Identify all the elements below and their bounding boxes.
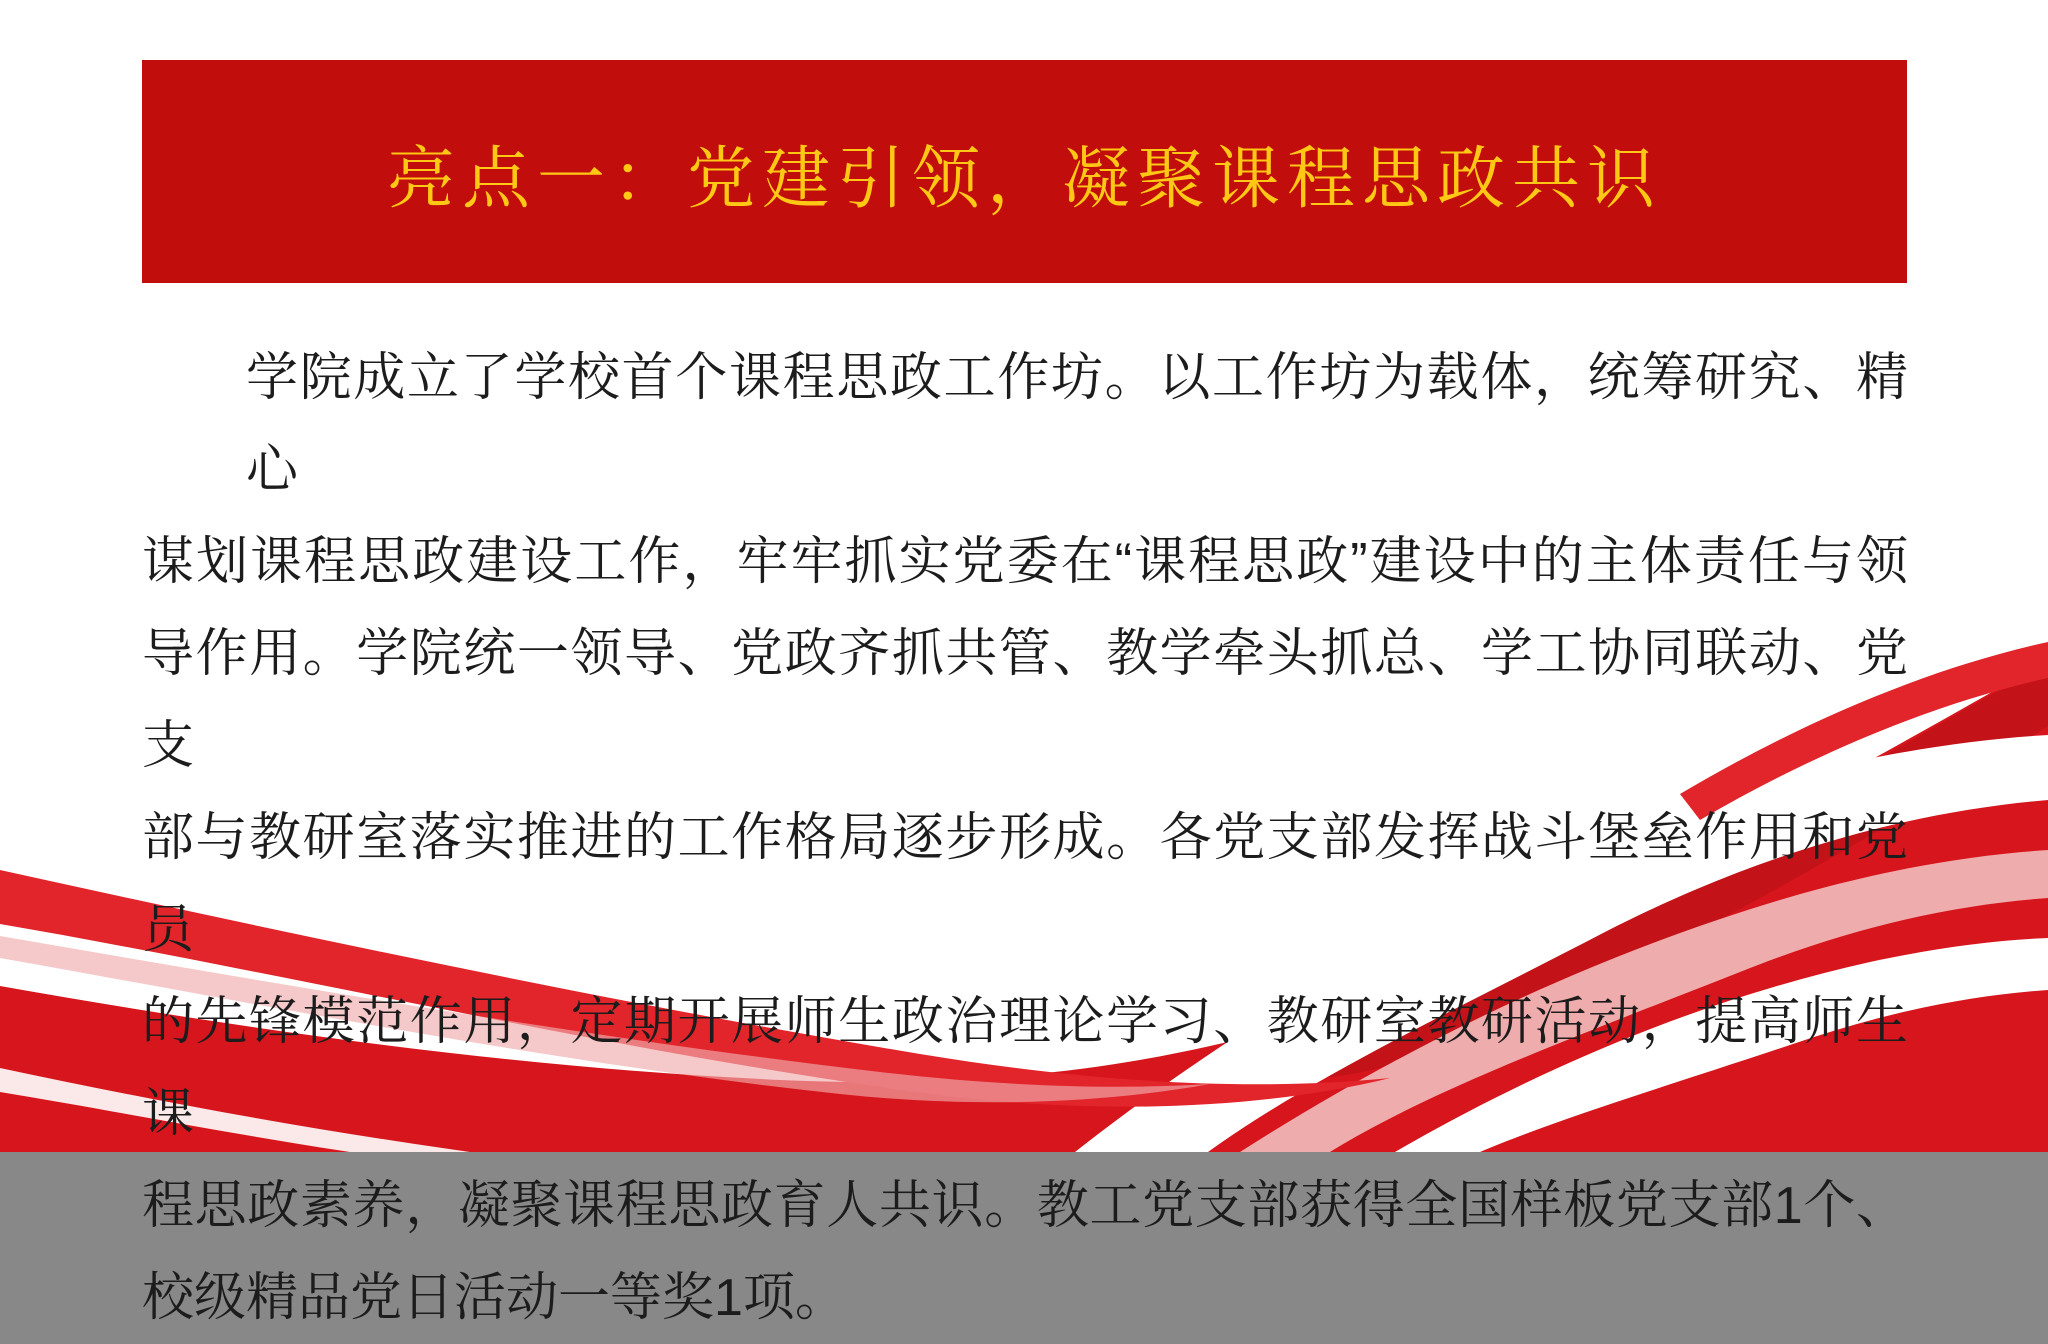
body-line: 校级精品党日活动一等奖1项。 (142, 1269, 847, 1327)
slide-title: 亮点一：党建引领，凝聚课程思政共识 (386, 141, 1662, 217)
body-line: 学院成立了学校首个课程思政工作坊。以工作坊为载体，统筹研究、精心 (246, 349, 1908, 499)
body-line: 导作用。学院统一领导、党政齐抓共管、教学牵头抓总、学工协同联动、党支 (142, 625, 1908, 775)
body-line: 程思政素养，凝聚课程思政育人共识。教工党支部获得全国样板党支部1个、 (142, 1177, 1908, 1235)
title-banner (142, 60, 1907, 283)
body-line: 部与教研室落实推进的工作格局逐步形成。各党支部发挥战斗堡垒作用和党员 (142, 809, 1908, 959)
body-line: 谋划课程思政建设工作，牢牢抓实党委在“课程思政”建设中的主体责任与领 (142, 533, 1908, 591)
body-line: 的先锋模范作用，定期开展师生政治理论学习、教研室教研活动，提高师生课 (142, 993, 1908, 1143)
body-paragraph (142, 332, 1908, 1344)
